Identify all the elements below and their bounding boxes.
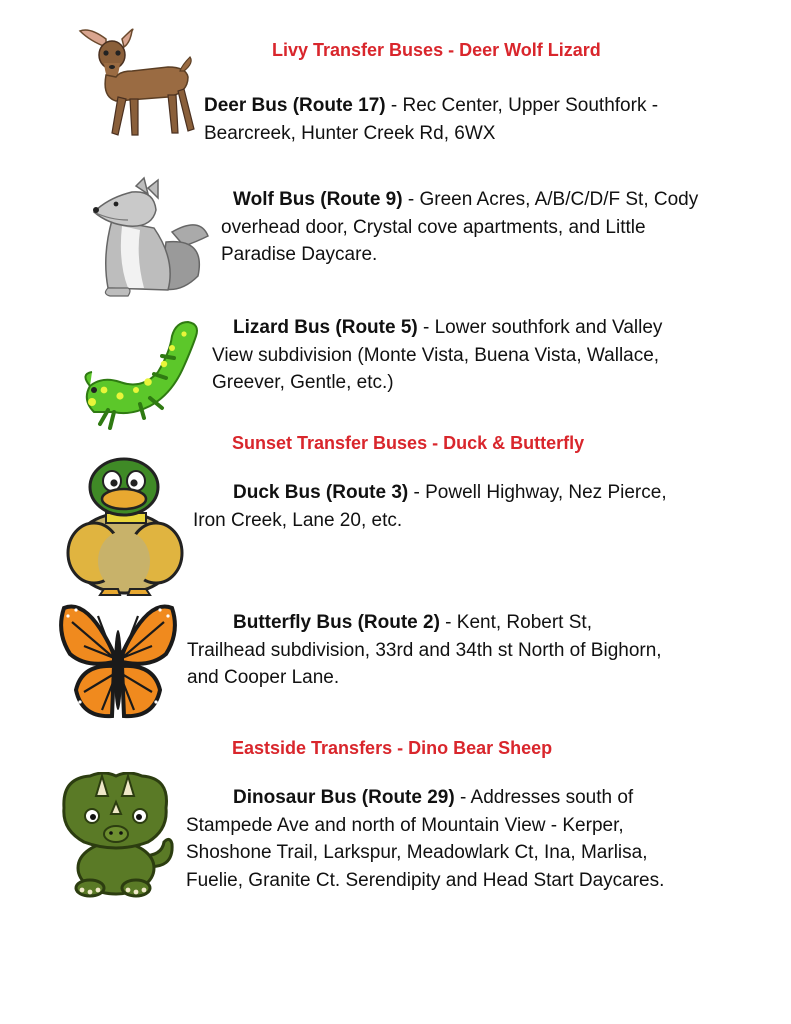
butterfly-bus-title: Butterfly Bus (Route 2)	[233, 612, 440, 633]
deer-bus-description: - Rec Center, Upper Southfork - Bearcreek, Hunter Creek Rd, 6WX	[204, 95, 659, 144]
butterfly-icon	[58, 602, 178, 726]
lizard-icon	[80, 312, 205, 430]
dinosaur-bus-title: Dinosaur Bus (Route 29)	[233, 787, 455, 808]
section-heading-sunset: Sunset Transfer Buses - Duck & Butterfly	[232, 433, 585, 453]
wolf-bus-description: - Green Acres, A/B/C/D/F St, Cody overhead door, Crystal cove apartments, and Little Paradise Daycare.	[221, 189, 699, 265]
deer-icon	[72, 25, 202, 143]
lizard-bus-description: - Lower southfork and Valley View subdivision (Monte Vista, Buena Vista, Wallace, Greever, Gentle, etc.)	[212, 317, 663, 393]
dinosaur-bus-description: - Addresses south of Stampede Ave and north of Mountain View - Kerper, Shoshone Trail, Larkspur, Meadowlark Ct, Ina, Marlisa, Fuelie, Granite Ct. Serendipity and Head Start Daycares.	[186, 787, 665, 891]
duck-bus-description: - Powell Highway, Nez Pierce, Iron Creek, Lane 20, etc.	[193, 482, 667, 531]
section-heading-eastside: Eastside Transfers - Dino Bear Sheep	[232, 738, 553, 758]
lizard-bus-title: Lizard Bus (Route 5)	[233, 317, 418, 338]
wolf-bus-entry	[221, 186, 701, 269]
dinosaur-icon	[56, 772, 178, 900]
lizard-bus-entry	[212, 314, 702, 397]
deer-bus-title: Deer Bus (Route 17)	[204, 95, 386, 116]
section-heading-livy: Livy Transfer Buses - Deer Wolf Lizard	[272, 40, 601, 60]
duck-icon	[64, 457, 186, 599]
duck-bus-title: Duck Bus (Route 3)	[233, 482, 409, 503]
wolf-bus-title: Wolf Bus (Route 9)	[233, 189, 403, 210]
butterfly-bus-entry	[187, 609, 667, 692]
dinosaur-bus-entry	[186, 784, 706, 894]
deer-bus-entry	[204, 92, 704, 147]
butterfly-bus-description: - Kent, Robert St, Trailhead subdivision, 33rd and 34th st North of Bighorn, and Cooper Lane.	[187, 612, 662, 688]
wolf-icon	[88, 176, 213, 298]
duck-bus-entry	[193, 479, 673, 534]
